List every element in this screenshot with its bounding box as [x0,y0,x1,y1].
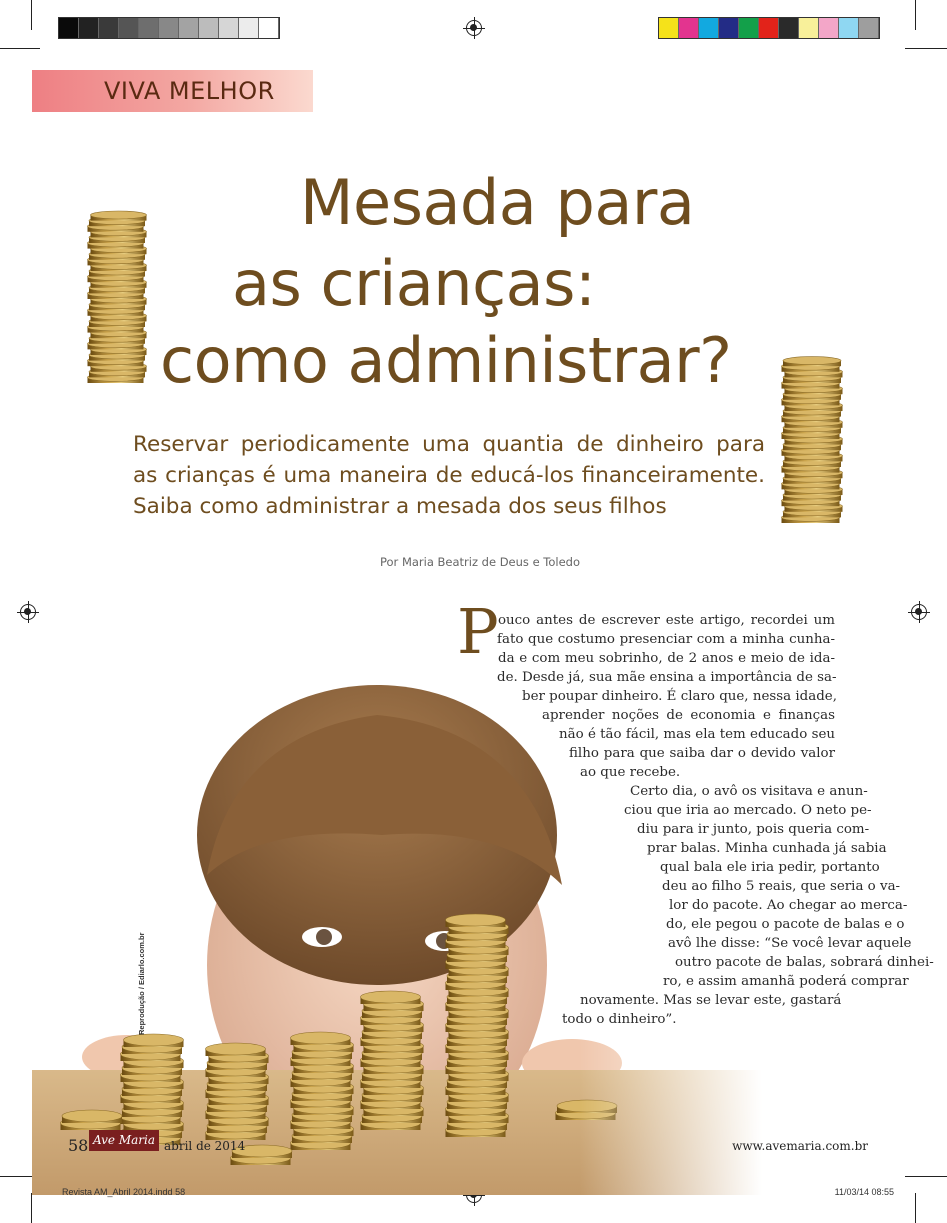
gray-swatch [159,18,179,38]
color-swatch [679,18,699,38]
lead-line: as crianças é uma maneira de educá-los financeiramente. [133,463,765,488]
body-text-line: do, ele pegou o pacote de balas e o [666,917,905,932]
crop-mark [31,0,32,30]
gray-swatch [59,18,79,38]
body-text-line: lor do pacote. Ao chegar ao merca- [669,898,908,913]
photo-credit: Reprodução / Ediarlo.com.br [137,932,146,1035]
color-swatch [799,18,819,38]
color-swatch [779,18,799,38]
body-text-line: aprender noções de economia e finanças [542,708,835,723]
registration-mark-icon [911,604,927,620]
crop-mark [905,1176,947,1177]
section-tag [32,70,313,112]
print-slug-timestamp: 11/03/14 08:55 [834,1187,894,1197]
gray-swatch [239,18,259,38]
lead-line: Saiba como administrar a mesada dos seus filhos [133,494,667,519]
article-title-line-1: Mesada para [300,166,695,239]
coin-top [91,211,147,219]
body-text-line: avô lhe disse: “Se você levar aquele [668,936,912,951]
color-swatch [739,18,759,38]
body-text-line: deu ao filho 5 reais, que seria o va- [662,879,901,894]
body-text-line: prar balas. Minha cunhada já sabia [647,841,887,856]
coin-stack-left-illustration [84,205,154,390]
crop-mark [915,0,916,30]
coin-top [783,357,841,365]
registration-mark-icon [466,20,482,36]
body-text-line: qual bala ele iria pedir, portanto [660,860,880,875]
gray-swatch [179,18,199,38]
website-url: www.avemaria.com.br [732,1139,868,1153]
magazine-logo: Ave Maria [89,1130,159,1151]
color-swatch [839,18,859,38]
crop-mark [905,48,947,49]
article-title-line-2: as crianças: [232,247,596,320]
byline: Por Maria Beatriz de Deus e Toledo [380,555,581,569]
gray-swatch [119,18,139,38]
body-text-line: todo o dinheiro”. [562,1012,677,1027]
registration-mark-icon [20,604,36,620]
body-text-line: ciou que iria ao mercado. O neto pe- [624,803,872,818]
coin-stack-right-illustration [776,347,848,527]
body-text-line: outro pacote de balas, sobrará dinhei- [675,955,934,970]
crop-mark [915,1193,916,1223]
gray-swatch [219,18,239,38]
page-number: 58 [68,1136,89,1155]
color-swatch [659,18,679,38]
body-text-line: ao que recebe. [580,765,681,780]
body-text-line: diu para ir junto, pois queria com- [637,822,870,837]
body-text-line: novamente. Mas se levar este, gastará [580,993,842,1008]
article-title-line-3: como administrar? [160,324,732,397]
color-swatch [699,18,719,38]
drop-cap: P [457,595,499,668]
body-text-line: Certo dia, o avô os visitava e anun- [630,784,868,799]
color-swatch [819,18,839,38]
gray-swatch [79,18,99,38]
section-label: VIVA MELHOR [104,77,275,105]
body-text-line: ro, e assim amanhã poderá comprar [663,974,909,989]
article-lead [133,429,765,522]
color-swatch-bar [658,17,880,39]
gray-swatch [99,18,119,38]
gray-swatch [259,18,279,38]
body-text-line: ber poupar dinheiro. É claro que, nessa idade, [522,689,837,704]
gray-swatch [199,18,219,38]
body-text-line: de. Desde já, sua mãe ensina a importância de sa- [497,670,837,685]
color-swatch [719,18,739,38]
crop-mark [0,48,40,49]
grayscale-swatch-bar [58,17,280,39]
lead-line: Reservar periodicamente uma quantia de dinheiro para [133,432,765,457]
issue-date: abril de 2014 [164,1139,246,1153]
body-text-line: ouco antes de escrever este artigo, recordei um [498,613,835,628]
body-text-line: não é tão fácil, mas ela tem educado seu [559,727,835,742]
gray-swatch [139,18,159,38]
body-text-line: da e com meu sobrinho, de 2 anos e meio de ida- [498,651,835,666]
color-swatch [859,18,879,38]
crop-mark [31,1193,32,1223]
body-text-line: filho para que saiba dar o devido valor [569,746,835,761]
color-swatch [759,18,779,38]
print-slug-file: Revista AM_Abril 2014.indd 58 [62,1187,186,1197]
body-text-line: fato que costumo presenciar com a minha cunha- [497,632,835,647]
